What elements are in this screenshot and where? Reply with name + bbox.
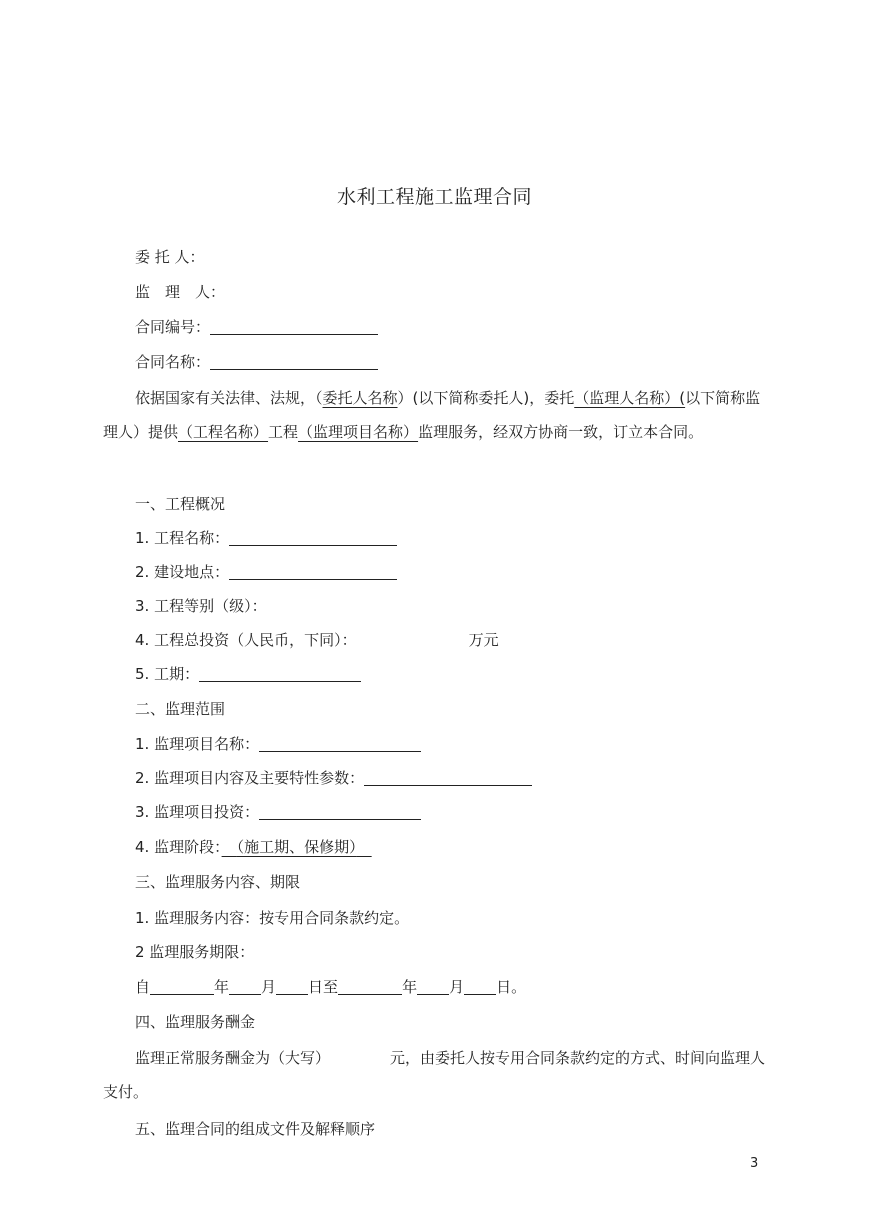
service-period-line: 2 监理服务期限： (135, 943, 255, 961)
supervision-name-line: 1. 监理项目名称： (135, 733, 421, 755)
supervision-stage-value: （施工期、保修期） (236, 838, 357, 856)
section5-heading: 五、监理合同的组成文件及解释顺序 (135, 1120, 376, 1138)
contract-name-blank (210, 352, 378, 370)
investment-line: 4. 工程总投资（人民币，下同）： 万元 (135, 631, 499, 649)
project-name-placeholder: （工程名称） (178, 423, 269, 441)
duration-line: 5. 工期： (135, 663, 361, 685)
service-period-dates: 自 年 月 日至 年 月 日。 (135, 978, 527, 996)
section3-heading: 三、监理服务内容、期限 (135, 873, 301, 891)
supervision-content-blank (364, 768, 532, 786)
client-label: 委 托 人： (135, 248, 205, 266)
preamble-paragraph: 依据国家有关法律、法规，（委托人名称）(以下简称委托人)，委托（监理人名称）(以下简称监理人）提供（工程名称）工程（监理项目名称）监理服务，经双方协商一致，订立本合同。 (103, 389, 761, 441)
supervisor-label: 监 理 人： (135, 283, 226, 301)
section2-heading: 二、监理范围 (135, 700, 226, 718)
contract-no-label: 合同编号： (135, 318, 211, 336)
supervisor-name-placeholder: （监理人名称）( (574, 389, 686, 407)
project-name-line: 1. 工程名称： (135, 527, 397, 549)
location-blank (229, 562, 397, 580)
remuneration-paragraph: 监理正常服务酬金为（大写） 元，由委托人按专用合同条款约定的方式、时间向监理人支付。 (103, 1049, 766, 1101)
supervision-stage-line: 4. 监理阶段： （施工期、保修期） (135, 836, 372, 858)
service-content-line: 1. 监理服务内容：按专用合同条款约定。 (135, 909, 410, 927)
section4-heading: 四、监理服务酬金 (135, 1013, 256, 1031)
contract-name-label: 合同名称： (135, 353, 211, 371)
contract-name-line (135, 351, 378, 373)
document-title: 水利工程施工监理合同 (336, 186, 532, 208)
duration-blank (199, 664, 361, 682)
supervision-name-blank (259, 734, 421, 752)
supervision-investment-blank (259, 802, 421, 820)
section1-heading: 一、工程概况 (135, 495, 226, 513)
supervision-item-placeholder: （监理项目名称） (298, 423, 419, 441)
client-name-placeholder: 委托人名称 (322, 389, 398, 407)
contract-no-line (135, 316, 378, 338)
contract-no-blank (210, 317, 378, 335)
supervision-content-line: 2. 监理项目内容及主要特性参数： (135, 767, 532, 789)
grade-line: 3. 工程等别（级）： (135, 597, 267, 615)
location-line: 2. 建设地点： (135, 561, 397, 583)
investment-unit: 万元 (468, 631, 499, 649)
supervision-investment-line: 3. 监理项目投资： (135, 801, 421, 823)
page-number: 3 (750, 1156, 759, 1171)
project-name-blank (229, 528, 397, 546)
